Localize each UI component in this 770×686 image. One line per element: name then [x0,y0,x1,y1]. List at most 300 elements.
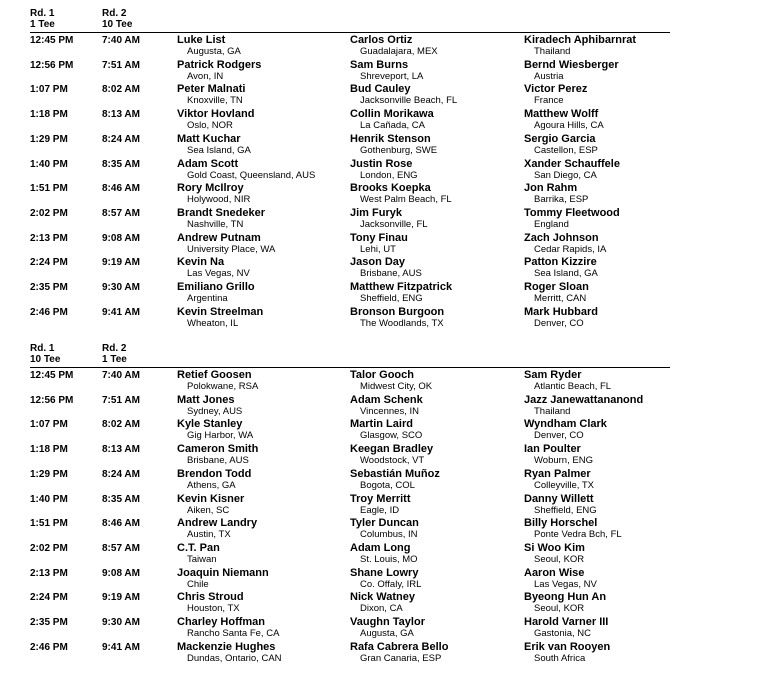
tee-time-row [30,182,670,207]
player-hometown: Lehi, UT [360,243,396,255]
player-hometown: San Diego, CA [534,169,597,181]
player-hometown: Co. Offaly, IRL [360,578,422,590]
player-name: Justin Rose [350,157,413,170]
player-name: Adam Scott [177,157,239,170]
tee-time-row [30,517,670,542]
player-name: Martin Laird [350,418,413,431]
round1-time: 2:24 PM [30,592,68,604]
player-name: Andrew Landry [177,517,258,530]
player-entry [177,443,258,466]
player-entry [177,59,261,82]
tee-time-row [30,616,670,641]
player-hometown: Sheffield, ENG [360,293,423,304]
tee-time-row [30,34,670,59]
player-hometown: Vincennes, IN [360,405,419,417]
player-name: Sam Ryder [524,369,582,381]
player-entry [524,468,594,491]
player-entry [177,641,282,664]
player-entry [350,158,418,181]
player-name: Nick Watney [350,591,416,604]
round2-time: 8:24 AM [102,468,140,480]
player-entry [350,59,423,82]
player-entry [350,207,428,230]
player-entry [350,34,438,57]
player-hometown: Denver, CO [534,430,584,442]
player-hometown: Holywood, NIR [187,194,251,206]
tee-time-row [30,207,670,232]
player-entry [524,641,610,664]
round1-time: 2:13 PM [30,567,68,579]
player-hometown: Brisbane, AUS [360,268,422,280]
round2-time: 8:02 AM [102,419,140,431]
round1-time: 2:46 PM [30,306,68,318]
player-hometown: Sea Island, GA [187,144,251,156]
player-hometown: Austin, TX [187,529,231,541]
player-name: Billy Horschel [524,517,598,530]
player-hometown: France [534,95,564,107]
tee-time-row [30,108,670,133]
player-entry [350,591,415,614]
player-name: Ian Poulter [524,443,581,456]
player-name: Byeong Hun An [524,591,607,604]
round2-time: 9:19 AM [102,592,140,604]
player-entry [350,616,425,639]
round2-time: 8:57 AM [102,542,140,554]
round1-time: 1:07 PM [30,84,68,96]
player-entry [524,133,598,156]
round2-time: 8:35 AM [102,158,140,170]
round1-time: 12:45 PM [30,370,74,381]
round1-time: 1:18 PM [30,109,68,121]
round1-time: 1:29 PM [30,468,68,480]
player-name: Peter Malnati [177,83,246,96]
round2-time: 8:46 AM [102,183,140,195]
round1-time: 2:35 PM [30,282,68,293]
player-hometown: Gig Harbor, WA [187,430,254,442]
round1-label: Rd. 1 [30,343,55,354]
tee-time-row [30,158,670,183]
player-entry [177,306,263,329]
player-hometown: Augusta, GA [360,628,414,639]
tee-time-row [30,542,670,567]
player-hometown: Gold Coast, Queensland, AUS [187,169,316,181]
player-name: Wyndham Clark [524,418,607,431]
round1-time: 1:18 PM [30,444,68,456]
player-name: Jason Day [350,256,406,269]
player-hometown: Athens, GA [187,479,236,491]
round2-time: 7:40 AM [102,370,140,381]
player-hometown: Eagle, ID [360,504,400,516]
player-name: Roger Sloan [524,281,589,293]
player-name: Sergio Garcia [524,132,596,145]
player-name: Charley Hoffman [177,616,266,628]
player-hometown: Thailand [534,405,571,417]
player-hometown: Shreveport, LA [360,70,424,82]
player-name: Danny Willett [524,492,594,505]
round1-time: 12:56 PM [30,59,74,71]
round1-header [30,343,60,365]
header-divider [30,32,670,33]
player-name: Brandt Snedeker [177,206,266,219]
round1-time: 2:24 PM [30,257,68,269]
round2-time: 7:51 AM [102,59,140,71]
player-entry [524,517,622,540]
player-hometown: Austria [534,70,564,82]
round1-time: 12:45 PM [30,35,74,46]
player-hometown: England [534,218,569,230]
player-name: Tyler Duncan [350,517,419,530]
player-entry [350,517,419,540]
player-entry [177,418,253,441]
player-name: Rafa Cabrera Bello [350,640,449,653]
player-entry [524,418,607,441]
player-entry [177,542,220,565]
player-hometown: Jacksonville, FL [360,218,428,230]
player-hometown: Sydney, AUS [187,405,243,417]
player-name: Matthew Wolff [524,108,599,121]
round1-header [30,8,55,30]
round1-time: 2:02 PM [30,207,68,219]
player-entry [350,281,452,304]
player-hometown: La Cañada, CA [360,120,425,132]
player-hometown: Las Vegas, NV [534,578,597,590]
round2-header [102,343,127,365]
player-name: Kiradech Aphibarnrat [524,34,637,46]
player-name: Bud Cauley [350,83,411,96]
player-hometown: Las Vegas, NV [187,268,250,280]
player-entry [350,567,421,590]
player-entry [177,567,269,590]
player-name: Retief Goosen [177,369,252,381]
round2-time: 9:08 AM [102,567,140,579]
round1-time: 1:51 PM [30,518,68,530]
player-entry [177,281,255,304]
player-hometown: Agoura Hills, CA [534,120,604,132]
player-name: Matthew Fitzpatrick [350,281,453,293]
player-hometown: Glasgow, SCO [360,430,423,442]
tee-time-row [30,281,670,306]
player-entry [350,418,422,441]
player-entry [350,83,457,106]
tee-time-row [30,567,670,592]
player-hometown: Colleyville, TX [534,479,595,491]
player-name: Chris Stroud [177,591,244,604]
tee-time-row [30,59,670,84]
round1-time: 1:29 PM [30,133,68,145]
tee-time-row [30,133,670,158]
tee-time-row [30,468,670,493]
player-entry [350,443,433,466]
player-hometown: Jacksonville Beach, FL [360,95,458,107]
round2-time: 9:41 AM [102,306,140,318]
player-hometown: Dundas, Ontario, CAN [187,652,282,664]
player-entry [524,182,588,205]
player-name: Joaquin Niemann [177,566,269,579]
player-name: Tommy Fleetwood [524,206,620,219]
round1-tee: 1 Tee [30,19,55,30]
player-name: Henrik Stenson [350,132,431,145]
round1-time: 1:40 PM [30,158,68,170]
player-name: Harold Varner III [524,616,609,628]
player-name: Jon Rahm [524,182,578,195]
player-entry [177,232,275,255]
round2-header [102,8,132,30]
round2-time: 9:08 AM [102,232,140,244]
player-hometown: Barrika, ESP [534,194,589,206]
player-hometown: Bogota, COL [360,479,415,491]
player-hometown: South Africa [534,652,586,664]
player-name: Bronson Burgoon [350,305,445,318]
player-entry [350,369,432,392]
player-name: Matt Kuchar [177,132,241,145]
player-hometown: Cedar Rapids, IA [534,243,607,255]
player-entry [350,493,411,516]
tee-time-row [30,493,670,518]
player-hometown: Knoxville, TN [187,95,243,107]
player-name: Zach Johnson [524,231,599,244]
player-entry [177,517,257,540]
player-name: Tony Finau [350,231,408,244]
player-name: Viktor Hovland [177,108,255,121]
player-entry [350,542,418,565]
player-entry [177,493,244,516]
player-hometown: Augusta, GA [187,46,241,57]
player-hometown: Sea Island, GA [534,268,598,280]
round1-tee: 10 Tee [30,354,61,365]
player-hometown: Thailand [534,46,571,57]
player-name: Shane Lowry [350,566,419,579]
round1-time: 1:07 PM [30,419,68,431]
player-entry [524,281,589,304]
player-name: Adam Long [350,541,411,554]
player-hometown: Merritt, CAN [534,293,587,304]
player-name: Ryan Palmer [524,467,591,480]
tee-time-row [30,369,670,394]
player-entry [177,468,251,491]
player-name: Collin Morikawa [350,108,434,121]
player-name: Aaron Wise [524,566,585,579]
player-hometown: Dixon, CA [360,603,403,615]
round2-tee: 10 Tee [102,19,133,30]
round2-label: Rd. 2 [102,343,127,354]
player-hometown: London, ENG [360,169,418,181]
player-name: C.T. Pan [177,541,220,554]
round2-label: Rd. 2 [102,8,127,19]
player-name: Emiliano Grillo [177,281,255,293]
player-hometown: University Place, WA [187,243,276,255]
player-hometown: Gastonia, NC [534,628,592,639]
player-hometown: West Palm Beach, FL [360,194,452,206]
round2-tee: 1 Tee [102,354,127,365]
round1-time: 2:35 PM [30,617,68,628]
player-entry [177,83,245,106]
player-entry [524,232,606,255]
player-name: Patton Kizzire [524,256,597,269]
player-name: Bernd Wiesberger [524,58,619,71]
tee-time-row [30,591,670,616]
player-hometown: Seoul, KOR [534,553,585,565]
tee-time-row [30,641,670,666]
player-hometown: Guadalajara, MEX [360,46,438,57]
player-name: Mackenzie Hughes [177,640,276,653]
player-name: Patrick Rodgers [177,58,262,71]
player-hometown: Wheaton, IL [187,317,239,329]
player-name: Matt Jones [177,393,235,406]
player-entry [524,306,598,329]
player-name: Jazz Janewattananond [524,393,644,406]
tee-time-row [30,418,670,443]
player-name: Cameron Smith [177,443,259,456]
player-name: Erik van Rooyen [524,640,611,653]
player-hometown: Oslo, NOR [187,120,233,132]
player-entry [524,493,597,516]
player-hometown: Houston, TX [187,603,240,615]
player-hometown: Seoul, KOR [534,603,585,615]
player-entry [177,182,250,205]
player-entry [177,34,241,57]
player-hometown: Gothenburg, SWE [360,144,438,156]
player-entry [177,394,242,417]
header-divider [30,367,670,368]
tee-time-row [30,394,670,419]
player-name: Kevin Streelman [177,305,264,318]
round1-time: 2:02 PM [30,542,68,554]
player-entry [177,616,279,639]
player-hometown: Nashville, TN [187,218,244,230]
player-entry [177,369,258,392]
player-name: Jim Furyk [350,206,402,219]
round1-time: 2:13 PM [30,232,68,244]
round2-time: 8:24 AM [102,133,140,145]
player-hometown: Taiwan [187,553,217,565]
tee-time-row [30,256,670,281]
player-name: Andrew Putnam [177,231,261,244]
player-name: Vaughn Taylor [350,616,425,628]
round2-time: 8:02 AM [102,84,140,96]
player-entry [350,133,437,156]
player-hometown: Rancho Santa Fe, CA [187,628,280,639]
player-hometown: Avon, IN [187,70,224,82]
tee-time-row [30,83,670,108]
player-entry [524,591,606,614]
player-entry [524,542,585,565]
round2-time: 7:40 AM [102,35,140,46]
player-entry [524,59,619,82]
player-entry [524,443,593,466]
player-hometown: Denver, CO [534,317,584,329]
player-entry [524,567,597,590]
player-entry [524,158,620,181]
player-name: Talor Gooch [350,369,414,381]
player-hometown: Midwest City, OK [360,381,433,392]
tee-time-row [30,306,670,331]
round1-time: 12:56 PM [30,394,74,406]
player-entry [350,306,444,329]
player-hometown: Ponte Vedra Bch, FL [534,529,622,541]
player-entry [350,182,452,205]
player-name: Sebastián Muñoz [350,467,440,480]
player-name: Si Woo Kim [524,541,585,554]
round2-time: 8:46 AM [102,518,140,530]
player-entry [524,369,611,392]
player-name: Luke List [177,34,226,46]
player-entry [177,133,251,156]
round2-time: 8:57 AM [102,207,140,219]
player-entry [524,616,608,639]
player-hometown: Gran Canaria, ESP [360,652,442,664]
player-entry [350,641,448,664]
round2-time: 9:30 AM [102,282,140,293]
round2-time: 9:19 AM [102,257,140,269]
player-hometown: St. Louis, MO [360,553,418,565]
round1-time: 1:40 PM [30,493,68,505]
player-name: Brendon Todd [177,467,252,480]
round2-time: 8:35 AM [102,493,140,505]
player-entry [524,108,604,131]
player-hometown: Brisbane, AUS [187,455,249,467]
player-entry [524,207,620,230]
player-name: Carlos Ortiz [350,34,413,46]
round2-time: 7:51 AM [102,394,140,406]
round1-time: 2:46 PM [30,641,68,653]
player-entry [350,232,408,255]
player-hometown: Columbus, IN [360,529,418,541]
round2-time: 8:13 AM [102,444,140,456]
tee-time-row [30,443,670,468]
player-name: Mark Hubbard [524,305,598,318]
round2-time: 9:30 AM [102,617,140,628]
player-entry [177,158,315,181]
player-entry [177,591,244,614]
player-entry [177,207,265,230]
player-entry [524,256,598,279]
player-name: Kyle Stanley [177,418,243,431]
player-entry [524,34,636,57]
player-hometown: Argentina [187,293,228,304]
player-name: Adam Schenk [350,393,423,406]
tee-time-row [30,232,670,257]
player-entry [177,108,254,131]
player-name: Xander Schauffele [524,157,620,170]
player-hometown: Sheffield, ENG [534,504,597,516]
player-entry [524,394,643,417]
player-hometown: Aiken, SC [187,504,230,516]
round2-time: 9:41 AM [102,641,140,653]
player-name: Brooks Koepka [350,182,431,195]
player-entry [350,468,440,491]
player-hometown: The Woodlands, TX [360,317,444,329]
player-name: Kevin Na [177,256,225,269]
player-hometown: Chile [187,578,209,590]
round2-time: 8:13 AM [102,109,140,121]
player-hometown: Woodstock, VT [360,455,425,467]
player-name: Kevin Kisner [177,492,245,505]
player-hometown: Polokwane, RSA [187,381,259,392]
player-hometown: Atlantic Beach, FL [534,381,612,392]
player-name: Rory McIlroy [177,182,244,195]
player-hometown: Woburn, ENG [534,455,593,467]
player-name: Sam Burns [350,58,409,71]
player-entry [350,256,422,279]
player-name: Troy Merritt [350,492,411,505]
player-entry [350,108,434,131]
player-name: Victor Perez [524,83,588,96]
player-hometown: Castellon, ESP [534,144,598,156]
round1-label: Rd. 1 [30,8,55,19]
round1-time: 1:51 PM [30,183,68,195]
player-entry [177,256,250,279]
player-entry [350,394,423,417]
